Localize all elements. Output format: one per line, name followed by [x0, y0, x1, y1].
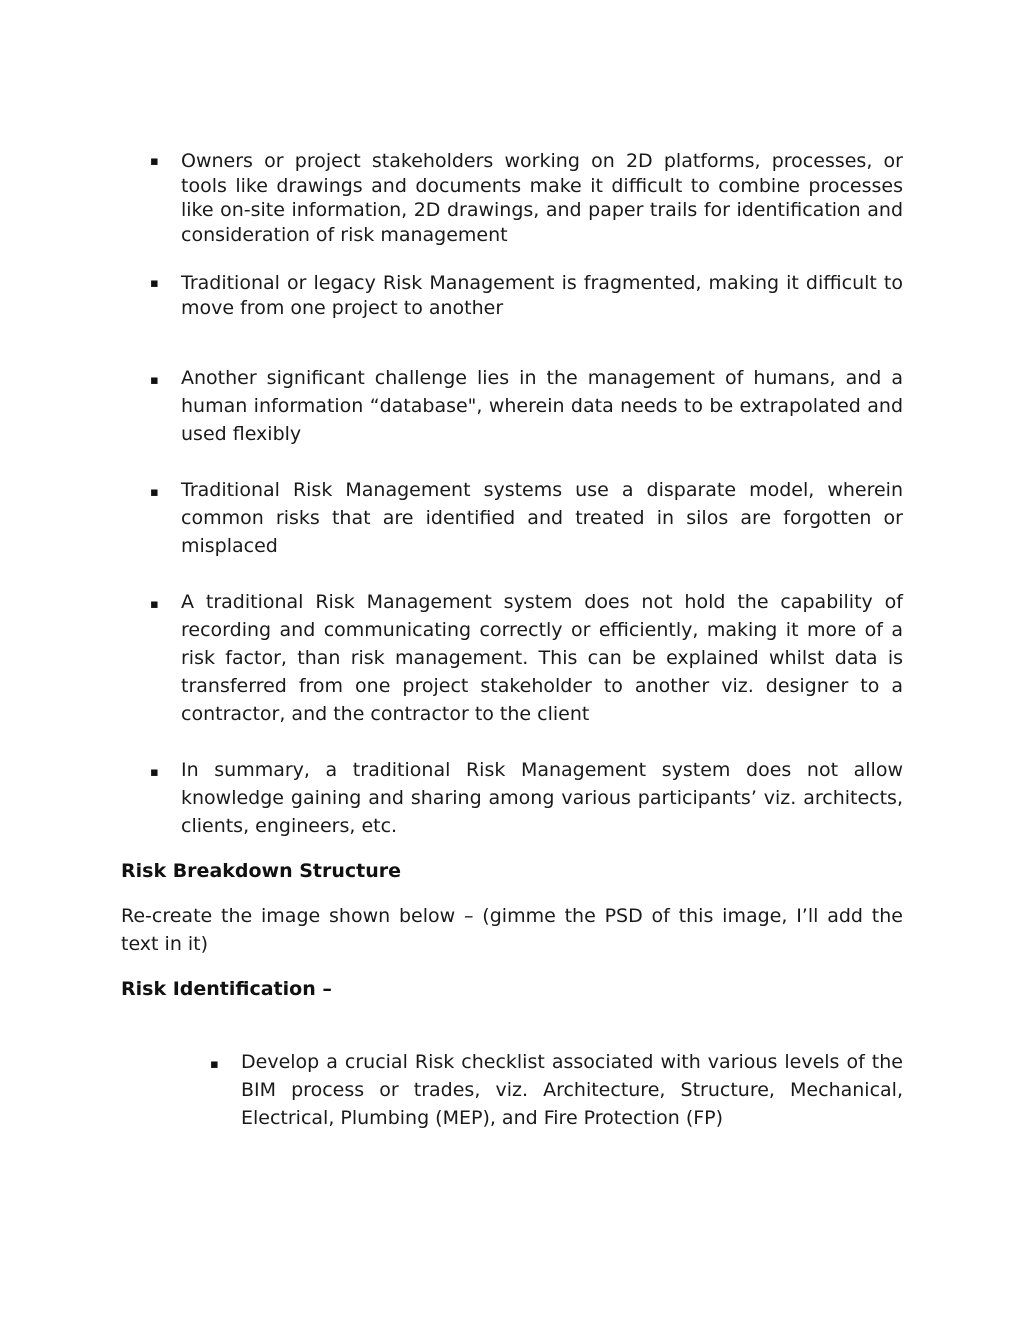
bullet-item: [150, 271, 903, 320]
bullet-text: Owners or project stakeholders working on 2D platforms, processes, or tools like drawings and documents make it difficult to combine processes like on-site information, 2D drawings, and paper trails for identification and consideration of risk management: [181, 150, 903, 246]
bullet-text: Traditional or legacy Risk Management is fragmented, making it difficult to move from one project to another: [181, 272, 903, 319]
bullet-item: [150, 364, 903, 448]
bullet-text: A traditional Risk Management system does not hold the capability of recording and communicating correctly or efficiently, making it more of a risk factor, than risk management. This can be explained whilst data is transferred from one project stakeholder to another viz. designer to a contractor, and the contractor to the client: [181, 591, 903, 725]
square-bullet-icon: ▪: [150, 373, 159, 388]
bullet-text: Another significant challenge lies in the management of humans, and a human information “database", wherein data needs to be extrapolated and used flexibly: [181, 367, 903, 445]
bullet-item: [210, 1048, 903, 1132]
square-bullet-icon: ▪: [150, 485, 159, 500]
bullet-item: [150, 149, 903, 247]
bullet-item: [150, 476, 903, 560]
square-bullet-icon: ▪: [150, 597, 159, 612]
bullet-text: In summary, a traditional Risk Management system does not allow knowledge gaining and sharing among various participants’ viz. architects, clients, engineers, etc.: [181, 759, 903, 837]
bullet-item: [150, 756, 903, 840]
bullet-text: Develop a crucial Risk checklist associated with various levels of the BIM process or trades, viz. Architecture, Structure, Mechanical, Electrical, Plumbing (MEP), and Fire Protection (FP): [241, 1051, 903, 1129]
square-bullet-icon: ▪: [150, 276, 159, 291]
section-heading-risk-breakdown: Risk Breakdown Structure: [121, 860, 402, 882]
bullet-item: [150, 588, 903, 728]
square-bullet-icon: ▪: [150, 154, 159, 169]
bullet-text: Traditional Risk Management systems use a disparate model, wherein common risks that are identified and treated in silos are forgotten or misplaced: [181, 479, 903, 557]
section-heading-risk-identification: Risk Identification –: [121, 978, 332, 1000]
section-paragraph: Re-create the image shown below – (gimme the PSD of this image, I’ll add the text in it): [121, 905, 903, 955]
square-bullet-icon: ▪: [210, 1057, 219, 1072]
square-bullet-icon: ▪: [150, 765, 159, 780]
